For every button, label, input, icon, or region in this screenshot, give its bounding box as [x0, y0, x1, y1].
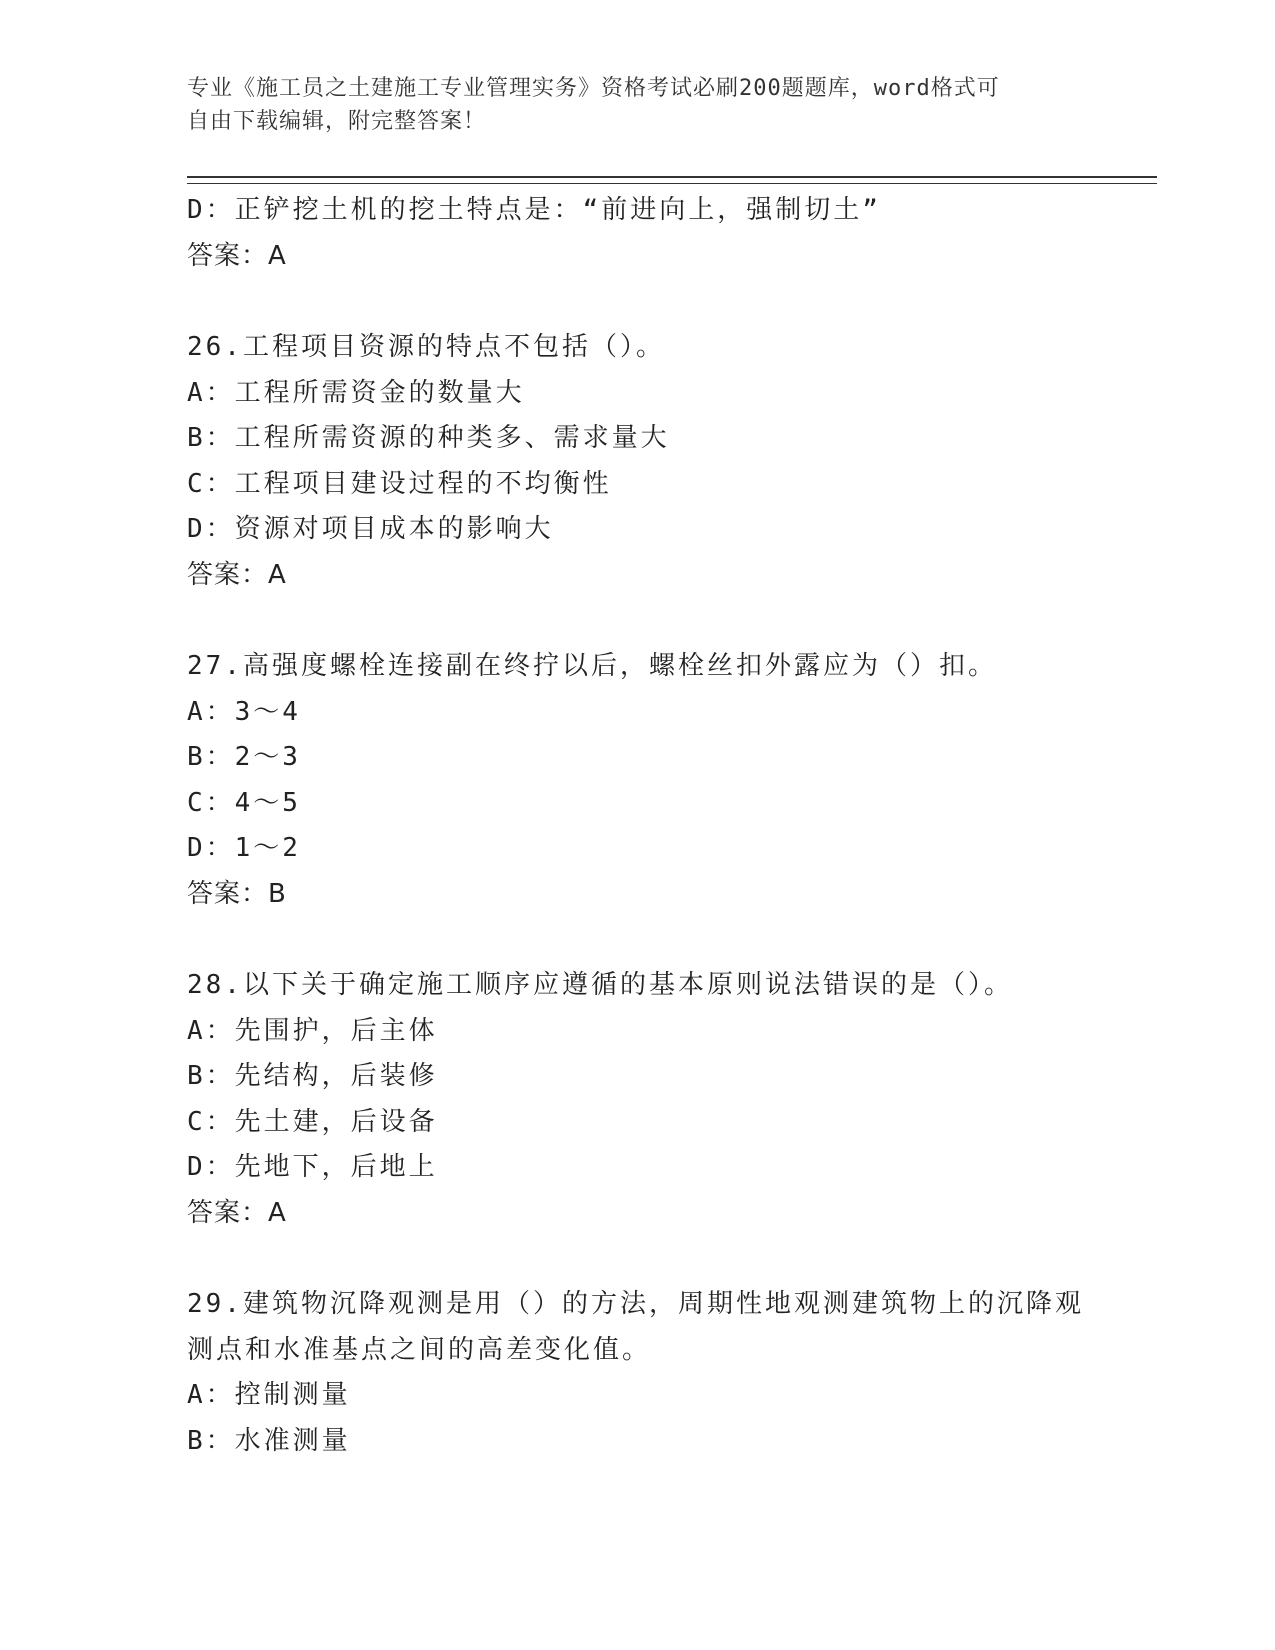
question-26	[187, 325, 1147, 598]
answer: 答案：A	[187, 559, 287, 590]
option-a: A：3～4	[187, 696, 301, 727]
option-b: B：工程所需资源的种类多、需求量大	[187, 423, 670, 453]
question-25-tail	[187, 188, 1147, 279]
question-list	[187, 188, 1147, 1464]
option-a: A：工程所需资金的数量大	[187, 377, 525, 408]
answer: 答案：A	[187, 1197, 287, 1228]
option-c: C：4～5	[187, 787, 301, 818]
question-stem: 27.高强度螺栓连接副在终拧以后，螺栓丝扣外露应为（）扣。	[187, 651, 997, 681]
header-rule-thick	[187, 176, 1157, 178]
option-d: D：正铲挖土机的挖土特点是：“前进向上，强制切土”	[187, 195, 881, 225]
header-line-2: 自由下载编辑，附完整答案！	[187, 109, 487, 134]
answer: 答案：B	[187, 878, 287, 909]
document-header	[187, 72, 1087, 138]
option-b: B：2～3	[187, 742, 301, 772]
option-a: A：控制测量	[187, 1380, 351, 1410]
question-stem: 28.以下关于确定施工顺序应遵循的基本原则说法错误的是（）。	[187, 970, 1013, 1000]
question-stem: 29.建筑物沉降观测是用（）的方法，周期性地观测建筑物上的沉降观	[187, 1289, 1084, 1319]
header-line-1: 专业《施工员之土建施工专业管理实务》资格考试必刷200题题库，word格式可	[187, 76, 1000, 101]
question-stem-continued: 测点和水准基点之间的高差变化值。	[187, 1334, 652, 1365]
answer: 答案：A	[187, 240, 287, 271]
option-a: A：先围护，后主体	[187, 1015, 438, 1046]
question-stem: 26.工程项目资源的特点不包括（）。	[187, 332, 665, 362]
question-28	[187, 963, 1147, 1236]
option-d: D：1～2	[187, 833, 301, 863]
option-c: C：工程项目建设过程的不均衡性	[187, 468, 612, 499]
question-29	[187, 1282, 1147, 1464]
question-27	[187, 644, 1147, 917]
option-d: D：资源对项目成本的影响大	[187, 514, 554, 544]
option-b: B：先结构，后装修	[187, 1061, 438, 1091]
option-b: B：水准测量	[187, 1425, 351, 1456]
option-c: C：先土建，后设备	[187, 1106, 438, 1137]
option-d: D：先地下，后地上	[187, 1152, 438, 1182]
header-rule-thin	[187, 183, 1157, 184]
